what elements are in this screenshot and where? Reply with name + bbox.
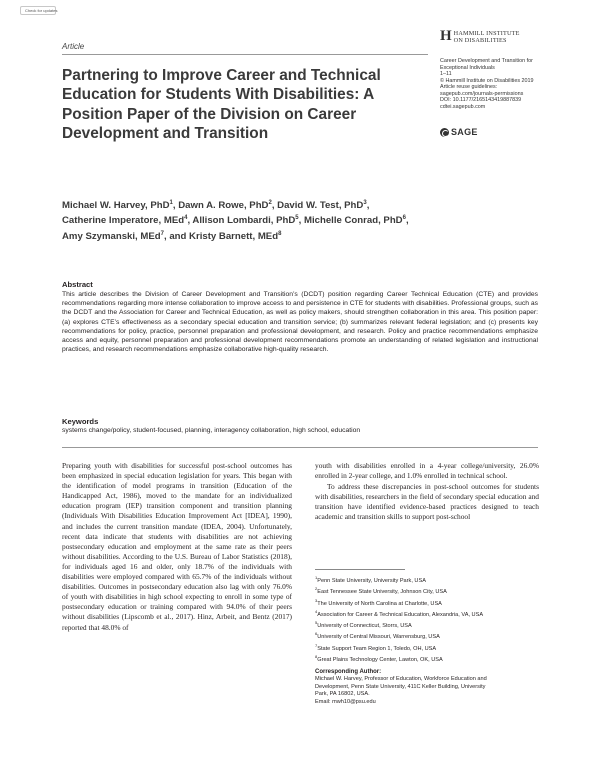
author: Michael W. Harvey, PhD$^1$, <box>62 200 179 212</box>
author: Amy Szymanski, MEd$^7$, and <box>62 230 190 242</box>
check-for-updates-label: Check for updates <box>25 8 58 13</box>
author: Catherine Imperatore, MEd$^4$, <box>62 215 193 227</box>
journal-name-line-1: Career Development and Transition for <box>440 58 533 64</box>
corresponding-author-line: Development, Penn State University, 411C Keller Building, University <box>315 683 486 690</box>
affiliation: $^3$The University of North Carolina at Charlotte, USA <box>315 597 442 607</box>
doi[interactable]: DOI: 10.1177/2165143419887839 <box>440 97 522 103</box>
keywords-section <box>62 417 538 435</box>
body-paragraph: youth with disabilities enrolled in a 4-year college/university, 26.0% enrolled in 2-year college, and 1.0% enrolled in technical school. <box>315 461 539 481</box>
body-column-right <box>315 461 539 523</box>
sage-wordmark: SAGE <box>451 127 478 137</box>
keywords-heading: Keywords <box>62 417 99 426</box>
author: Michelle Conrad, PhD$^6$, <box>303 215 409 227</box>
affiliation: $^2$East Tennessee State University, Johnson City, USA <box>315 586 447 596</box>
abstract-text: This article describes the Division of Career Development and Transition’s (DCDT) position regarding Career Technical Education (CTE) and provides recommendations regarding more intense collaboration to improve access to and persistence in CTE for students with disabilities. Professional groups, such as the DCDT and the Association for Career and Technical Education, as well as policy makers, should strengthen collaboration in this area. This position paper: (a) explores CTE’s effectiveness as a secondary special education and transition service; (b) summarizes relevant federal legislation; and (c) presents key recommendations for policy, practice, personnel preparation and professional development, and research. Policy and practice recommendations emphasize access and equity, personnel preparation and professional development recommendations promote an understanding of related legislation and instructional practices, and research recommendations emphasize collaborative high-quality research. <box>62 291 538 354</box>
affiliation: $^8$Great Plains Technology Center, Lawton, OK, USA <box>315 653 443 663</box>
author: David W. Test, PhD$^3$, <box>277 200 370 212</box>
header-divider <box>62 54 428 55</box>
body-paragraph: Preparing youth with disabilities for successful post-school outcomes has been emphasized in special education legislation for years. This began with the identification of model programs in transition (Education of the Handicapped Act, 1986), moved to the mandate for an individualized education program (IEP) transition component and transition planning (Individuals With Disabilities Education Improvement Act [IDEA], 1990), and includes the current transition mandate (IDEA, 2004). Unfortunately, recent data indicate that students with disabilities are not achieving postsecondary education and employment at the same rate as their peers without disabilities. According to the U.S. Bureau of Labor Statistics (2018), for individuals aged 16 and older, only 18.7% of the individuals with disabilities were employed compared with 65.7% of the individuals without disabilities. Outcomes in postsecondary education also lag with only 76.0% of youth with disabilities in high school expecting to enroll in some type of postsecondary education or training compared with 94.0% of their peers without disabilities (Lipscomb et al., 2017). Hinz, Arbeit, and Bentz (2017) reported that 48.0% of <box>62 461 292 632</box>
sage-icon <box>440 128 449 137</box>
author-list <box>62 197 482 243</box>
journal-url[interactable]: cdtei.sagepub.com <box>440 103 486 110</box>
affiliation: $^1$Penn State University, University Park, USA <box>315 575 426 584</box>
corresponding-author-heading: Corresponding Author: <box>315 669 382 675</box>
article-type-label: Article <box>62 42 85 51</box>
corresponding-author <box>315 669 539 706</box>
author: Kristy Barnett, MEd$^8$ <box>189 230 282 242</box>
abstract-section <box>62 280 538 354</box>
hammill-institute-logo <box>440 30 520 44</box>
sage-logo <box>440 127 478 137</box>
author: Allison Lombardi, PhD$^5$, <box>192 215 304 227</box>
hammill-logo-mark: H <box>440 28 452 44</box>
author: Dawn A. Rowe, PhD$^2$, <box>178 200 278 212</box>
keywords-text: systems change/policy, student-focused, planning, interagency collaboration, high school, education <box>62 427 361 434</box>
copyright: © Hammill Institute on Disabilities 2019 <box>440 77 534 84</box>
body-paragraph: To address these discrepancies in post-school outcomes for students with disabilities, researchers in the field of secondary special education and transition have identified evidence-based practices designed to teach academic and transition skills to support post-school <box>315 482 539 522</box>
journal-name-line-2: Exceptional Individuals <box>440 64 495 71</box>
hammill-logo-line-2: ON DISABILITIES <box>453 37 507 44</box>
permissions-link[interactable]: sagepub.com/journals-permissions <box>440 90 524 97</box>
affiliation: $^7$State Support Team Region 1, Toledo, OH, USA <box>315 642 437 652</box>
corresponding-author-line: Park, PA 16802, USA. <box>315 691 370 698</box>
hammill-logo-line-1: HAMMILL INSTITUTE <box>453 30 520 37</box>
footnote-divider <box>315 569 405 570</box>
body-column-left <box>62 461 292 633</box>
affiliation: $^5$University of Connecticut, Storrs, USA <box>315 620 412 629</box>
journal-metadata <box>440 58 588 110</box>
page-range: 1–11 <box>440 71 452 77</box>
corresponding-author-line: Michael W. Harvey, Professor of Education, Workforce Education and <box>315 676 487 683</box>
check-for-updates-badge[interactable] <box>20 6 56 15</box>
section-divider <box>62 447 538 448</box>
corresponding-author-email[interactable]: Email: mwh10@psu.edu <box>315 698 376 705</box>
affiliation: $^6$University of Central Missouri, Warrensburg, USA <box>315 631 440 641</box>
abstract-heading: Abstract <box>62 280 93 289</box>
affiliations <box>315 574 539 664</box>
article-title: Partnering to Improve Career and Technical Education for Students With Disabilities: A Position Paper of the Division on Career Development and Transition <box>62 67 381 143</box>
reuse-guidelines-label: Article reuse guidelines: <box>440 84 498 90</box>
affiliation: $^4$Association for Career & Technical Education, Alexandria, VA, USA <box>315 608 484 618</box>
